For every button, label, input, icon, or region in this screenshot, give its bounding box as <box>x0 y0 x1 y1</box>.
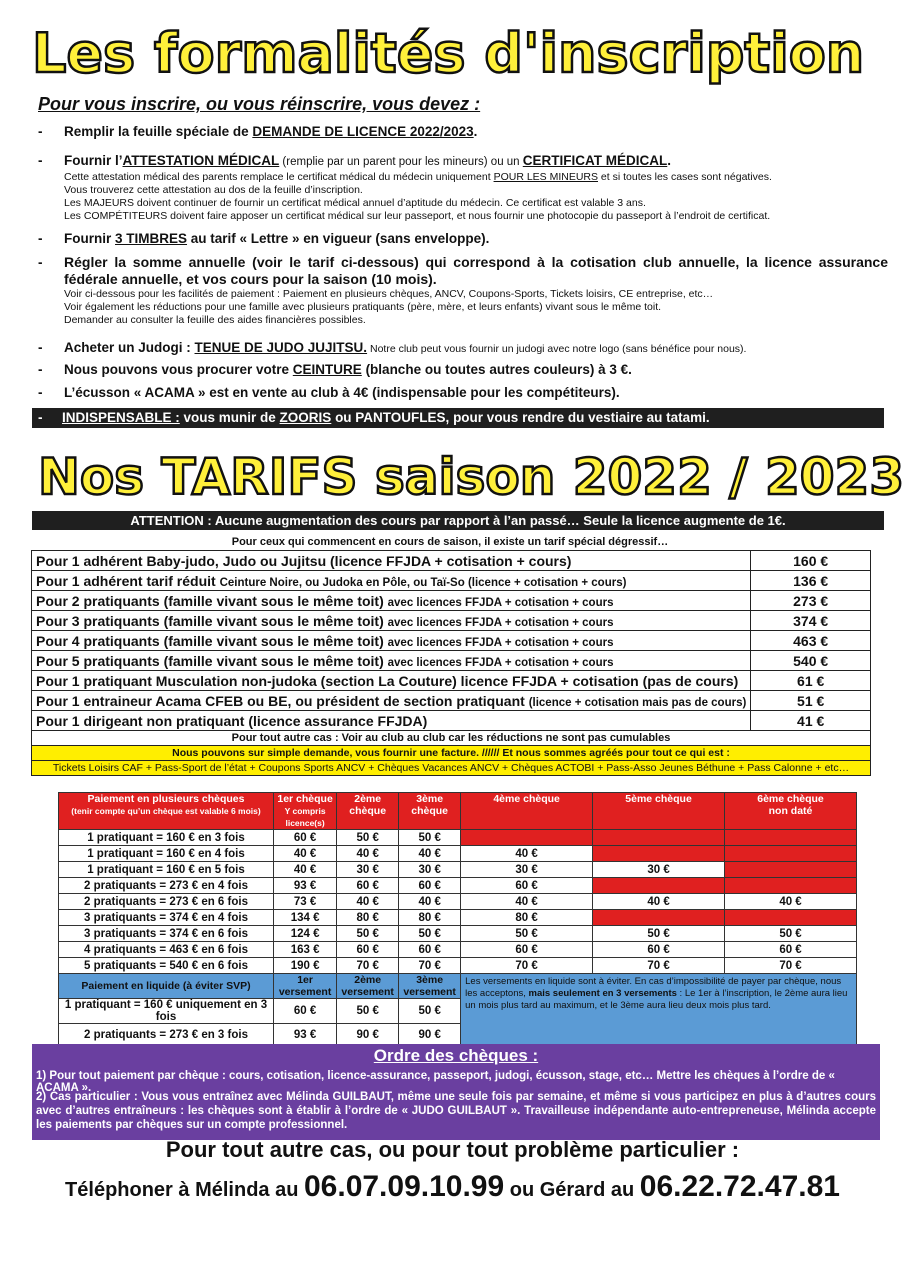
tarif-price: 61 € <box>751 671 871 691</box>
tarif-row <box>32 651 871 671</box>
payment-amount: 40 € <box>399 846 461 862</box>
payment-plan-label: 1 pratiquant = 160 € en 3 fois <box>59 830 274 846</box>
payment-amount <box>593 910 725 926</box>
list-item: - Régler la somme annuelle (voir le tarif ci-dessous) qui correspond à la cotisation club annuelle, la licence assurance fédérale annuelle, et vos cours pour la saison (10 mois). Voir ci-dessous pour les facilités de paiement : Paiement en plusieurs chèques, ANCV, Coupons-Sports, Tickets loisirs, CE entreprise, etc… Voir également les réductions pour une famille avec plusieurs pratiquants (père, mère, et leurs enfants) vivant sous le même toit. Demander au consulter la feuille des aides financières possibles. <box>38 254 888 326</box>
payment-amount <box>725 830 857 846</box>
payment-amount <box>593 878 725 894</box>
tarif-row <box>32 591 871 611</box>
tarif-row <box>32 551 871 571</box>
tarif-price: 374 € <box>751 611 871 631</box>
payment-amount: 70 € <box>399 958 461 974</box>
tarif-price: 51 € <box>751 691 871 711</box>
header-check-3: 3ème chèque <box>399 793 461 830</box>
payment-amount: 40 € <box>274 862 337 878</box>
list-item: - Fournir 3 TIMBRES au tarif « Lettre » en vigueur (sans enveloppe). <box>38 231 490 246</box>
payment-amount: 30 € <box>337 862 399 878</box>
payment-row <box>59 910 857 926</box>
cash-v3: 3ème versement <box>399 974 461 999</box>
page-title: Les formalités d'inscription <box>32 22 865 85</box>
accepted-payments: Tickets Loisirs CAF + Pass-Sport de l’état + Coupons Sports ANCV + Chèques Vacances ANCV + Chèques ACTOBI + Pass-Asso Jeunes Béthune + Pass Calonne + etc… <box>32 761 871 776</box>
cheque-order-rule-2: 2) Cas particulier : Vous vous entraînez avec Mélinda GUILBAUT, même une seule fois par semaine, et même si vous participez en plus à d’autres cours avec d’autres entraîneurs : les chèques sont à établir à l’ordre de « JUDO GUILBAUT ». Travailleuse indépendante auto-entrepreneuse, Mélinda accepte les paiements par chèques sur un compte professionnel. <box>36 1091 876 1131</box>
payment-amount: 40 € <box>337 846 399 862</box>
payment-row <box>59 862 857 878</box>
payment-amount: 50 € <box>725 926 857 942</box>
cash-header: Paiement en liquide (à éviter SVP) <box>59 974 274 999</box>
indispensable-bar: - INDISPENSABLE : vous munir de ZOORIS ou PANTOUFLES, pour vous rendre du vestiaire au tatami. <box>32 408 884 428</box>
payment-amount: 80 € <box>461 910 593 926</box>
invoice-note: Nous pouvons sur simple demande, vous fournir une facture. ////// Et nous sommes agréés pour tout ce qui est : <box>32 746 871 761</box>
payment-amount: 60 € <box>593 942 725 958</box>
header-check-6: 6ème chèque non daté <box>725 793 857 830</box>
tarif-row <box>32 691 871 711</box>
payment-amount: 50 € <box>337 926 399 942</box>
payment-row <box>59 846 857 862</box>
payment-amount: 80 € <box>399 910 461 926</box>
payment-amount: 190 € <box>274 958 337 974</box>
tarif-price: 273 € <box>751 591 871 611</box>
tarifs-title: Nos TARIFS saison 2022 / 2023 <box>38 448 905 506</box>
payment-amount: 70 € <box>461 958 593 974</box>
payment-amount: 50 € <box>399 830 461 846</box>
tarif-price: 160 € <box>751 551 871 571</box>
payment-amount: 70 € <box>593 958 725 974</box>
header-check-2: 2ème chèque <box>337 793 399 830</box>
payment-plan-label: 2 pratiquants = 273 € en 6 fois <box>59 894 274 910</box>
tarif-label: Pour 1 adhérent tarif réduit Ceinture Noire, ou Judoka en Pôle, ou Taï-So (licence + cotisation + cours) <box>32 571 751 591</box>
payment-amount <box>725 862 857 878</box>
payment-amount: 60 € <box>274 830 337 846</box>
tarif-row <box>32 711 871 731</box>
tarif-row <box>32 631 871 651</box>
cash-amount: 50 € <box>337 999 399 1024</box>
payment-amount: 30 € <box>399 862 461 878</box>
payment-header: Paiement en plusieurs chèques (tenir compte qu’un chèque est valable 6 mois) <box>59 793 274 830</box>
header-check-5: 5ème chèque <box>593 793 725 830</box>
payment-plan-label: 3 pratiquants = 374 € en 4 fois <box>59 910 274 926</box>
list-item: - Remplir la feuille spéciale de DEMANDE DE LICENCE 2022/2023. <box>38 124 478 139</box>
tarif-label: Pour 3 pratiquants (famille vivant sous le même toit) avec licences FFJDA + cotisation + cours <box>32 611 751 631</box>
cheque-order-title: Ordre des chèques : <box>373 1046 539 1065</box>
tarifs-footnote: Pour tout autre cas : Voir au club au club car les réductions ne sont pas cumulables <box>32 731 871 746</box>
payment-amount: 60 € <box>725 942 857 958</box>
tarif-label: Pour 1 entraineur Acama CFEB ou BE, ou président de section pratiquant (licence + cotisation mais pas de cours) <box>32 691 751 711</box>
tarif-price: 463 € <box>751 631 871 651</box>
payment-amount: 60 € <box>337 942 399 958</box>
cash-amount: 90 € <box>399 1024 461 1047</box>
tarif-price: 540 € <box>751 651 871 671</box>
tarif-row <box>32 611 871 631</box>
payment-amount: 40 € <box>461 846 593 862</box>
payment-amount <box>593 830 725 846</box>
payment-amount: 163 € <box>274 942 337 958</box>
cash-amount: 93 € <box>274 1024 337 1047</box>
payment-amount <box>461 830 593 846</box>
payment-amount: 93 € <box>274 878 337 894</box>
payment-amount: 40 € <box>399 894 461 910</box>
payment-amount: 60 € <box>461 878 593 894</box>
payment-plan-label: 1 pratiquant = 160 € en 4 fois <box>59 846 274 862</box>
list-item: - Nous pouvons vous procurer votre CEINTURE (blanche ou toutes autres couleurs) à 3 €. <box>38 362 632 377</box>
payment-amount: 40 € <box>593 894 725 910</box>
tarif-row <box>32 671 871 691</box>
tarif-price: 41 € <box>751 711 871 731</box>
cheque-order-box <box>32 1044 880 1140</box>
payment-amount: 30 € <box>461 862 593 878</box>
payment-amount: 50 € <box>461 926 593 942</box>
header-check-1: 1er chèque Y compris licence(s) <box>274 793 337 830</box>
payment-amount: 60 € <box>399 878 461 894</box>
payment-amount: 40 € <box>461 894 593 910</box>
payment-plan-label: 3 pratiquants = 374 € en 6 fois <box>59 926 274 942</box>
cash-v2: 2ème versement <box>337 974 399 999</box>
cash-amount: 90 € <box>337 1024 399 1047</box>
payment-amount: 40 € <box>337 894 399 910</box>
payment-row <box>59 878 857 894</box>
cash-plan-label: 1 pratiquant = 160 € uniquement en 3 fois <box>59 999 274 1024</box>
payment-plan-label: 2 pratiquants = 273 € en 4 fois <box>59 878 274 894</box>
payment-amount: 40 € <box>274 846 337 862</box>
cash-amount: 60 € <box>274 999 337 1024</box>
payment-amount: 50 € <box>337 830 399 846</box>
payment-row <box>59 894 857 910</box>
tarif-label: Pour 1 dirigeant non pratiquant (licence assurance FFJDA) <box>32 711 751 731</box>
tarif-label: Pour 4 pratiquants (famille vivant sous le même toit) avec licences FFJDA + cotisation + cours <box>32 631 751 651</box>
payment-plan-label: 5 pratiquants = 540 € en 6 fois <box>59 958 274 974</box>
payment-amount: 134 € <box>274 910 337 926</box>
intro-heading: Pour vous inscrire, ou vous réinscrire, vous devez : <box>38 94 481 114</box>
cash-note: Les versements en liquide sont à éviter. En cas d’impossibilité de payer par chèque, nous les acceptons, mais seulement en 3 versements : Le 1er à l’inscription, le 2ème aura lieu un mois plus tard au maximum, et le 3ème aura lieu deux mois plus tard. <box>461 974 857 1047</box>
payment-amount: 124 € <box>274 926 337 942</box>
tarif-label: Pour 5 pratiquants (famille vivant sous le même toit) avec licences FFJDA + cotisation + cours <box>32 651 751 671</box>
contact-heading: Pour tout autre cas, ou pour tout problème particulier : <box>165 1137 740 1162</box>
cheque-order-rule-1: 1) Pour tout paiement par chèque : cours, cotisation, licence-assurance, passeport, judogi, écusson, stage, etc… Mettre les chèques à l’ordre de « ACAMA ». <box>36 1070 835 1094</box>
payment-amount: 60 € <box>461 942 593 958</box>
phone-melinda[interactable]: 06.07.09.10.99 <box>303 1170 505 1203</box>
payment-amount <box>725 846 857 862</box>
payment-amount <box>725 910 857 926</box>
tarifs-table <box>31 550 871 776</box>
payment-amount: 70 € <box>337 958 399 974</box>
payment-row <box>59 942 857 958</box>
payment-row <box>59 926 857 942</box>
cash-plan-label: 2 pratiquants = 273 € en 3 fois <box>59 1024 274 1047</box>
cash-v1: 1er versement <box>274 974 337 999</box>
payment-amount: 40 € <box>725 894 857 910</box>
payment-table <box>58 792 857 1047</box>
payment-plan-label: 4 pratiquants = 463 € en 6 fois <box>59 942 274 958</box>
payment-amount: 70 € <box>725 958 857 974</box>
tarif-row <box>32 571 871 591</box>
tarif-label: Pour 2 pratiquants (famille vivant sous le même toit) avec licences FFJDA + cotisation + cours <box>32 591 751 611</box>
payment-amount: 60 € <box>337 878 399 894</box>
tarif-label: Pour 1 adhérent Baby-judo, Judo ou Jujitsu (licence FFJDA + cotisation + cours) <box>32 551 751 571</box>
tarif-label: Pour 1 pratiquant Musculation non-judoka (section La Couture) licence FFJDA + cotisation (pas de cours) <box>32 671 751 691</box>
header-check-4: 4ème chèque <box>461 793 593 830</box>
list-item: - Fournir l’ATTESTATION MÉDICAL (remplie par un parent pour les mineurs) ou un CERTIFICAT MÉDICAL. Cette attestation médical des parents remplace le certificat médical du médecin uniquement POUR LES MINEURS et si toutes les cases sont négatives. Vous trouverez cette attestation au dos de la feuille d’inscription. Les MAJEURS doivent continuer de fournir un certificat médical annuel d’aptitude du médecin. Ce certificat est valable 3 ans. Les COMPÉTITEURS doivent faire apposer un certificat médical sur leur passeport, et nous fournir une photocopie du passeport à l’endroit de certificat. <box>38 153 772 222</box>
payment-row <box>59 958 857 974</box>
contact-line: Téléphoner à Mélinda au 06.07.09.10.99 ou Gérard au 06.22.72.47.81 <box>65 1170 840 1203</box>
payment-amount: 73 € <box>274 894 337 910</box>
list-item: - L’écusson « ACAMA » est en vente au club à 4€ (indispensable pour les compétiteurs). <box>38 385 620 400</box>
list-item: - Acheter un Judogi : TENUE DE JUDO JUJITSU. Notre club peut vous fournir un judogi avec notre logo (sans bénéfice pour nous). <box>38 340 747 355</box>
payment-amount: 50 € <box>399 926 461 942</box>
phone-gerard[interactable]: 06.22.72.47.81 <box>639 1170 840 1203</box>
payment-amount <box>725 878 857 894</box>
payment-row <box>59 830 857 846</box>
payment-amount <box>593 846 725 862</box>
special-note: Pour ceux qui commencent en cours de saison, il existe un tarif spécial dégressif… <box>231 536 669 548</box>
payment-amount: 50 € <box>593 926 725 942</box>
payment-amount: 30 € <box>593 862 725 878</box>
cash-amount: 50 € <box>399 999 461 1024</box>
attention-bar: ATTENTION : Aucune augmentation des cours par rapport à l’an passé… Seule la licence augmente de 1€. <box>32 511 884 530</box>
payment-amount: 60 € <box>399 942 461 958</box>
payment-plan-label: 1 pratiquant = 160 € en 5 fois <box>59 862 274 878</box>
payment-amount: 80 € <box>337 910 399 926</box>
tarif-price: 136 € <box>751 571 871 591</box>
